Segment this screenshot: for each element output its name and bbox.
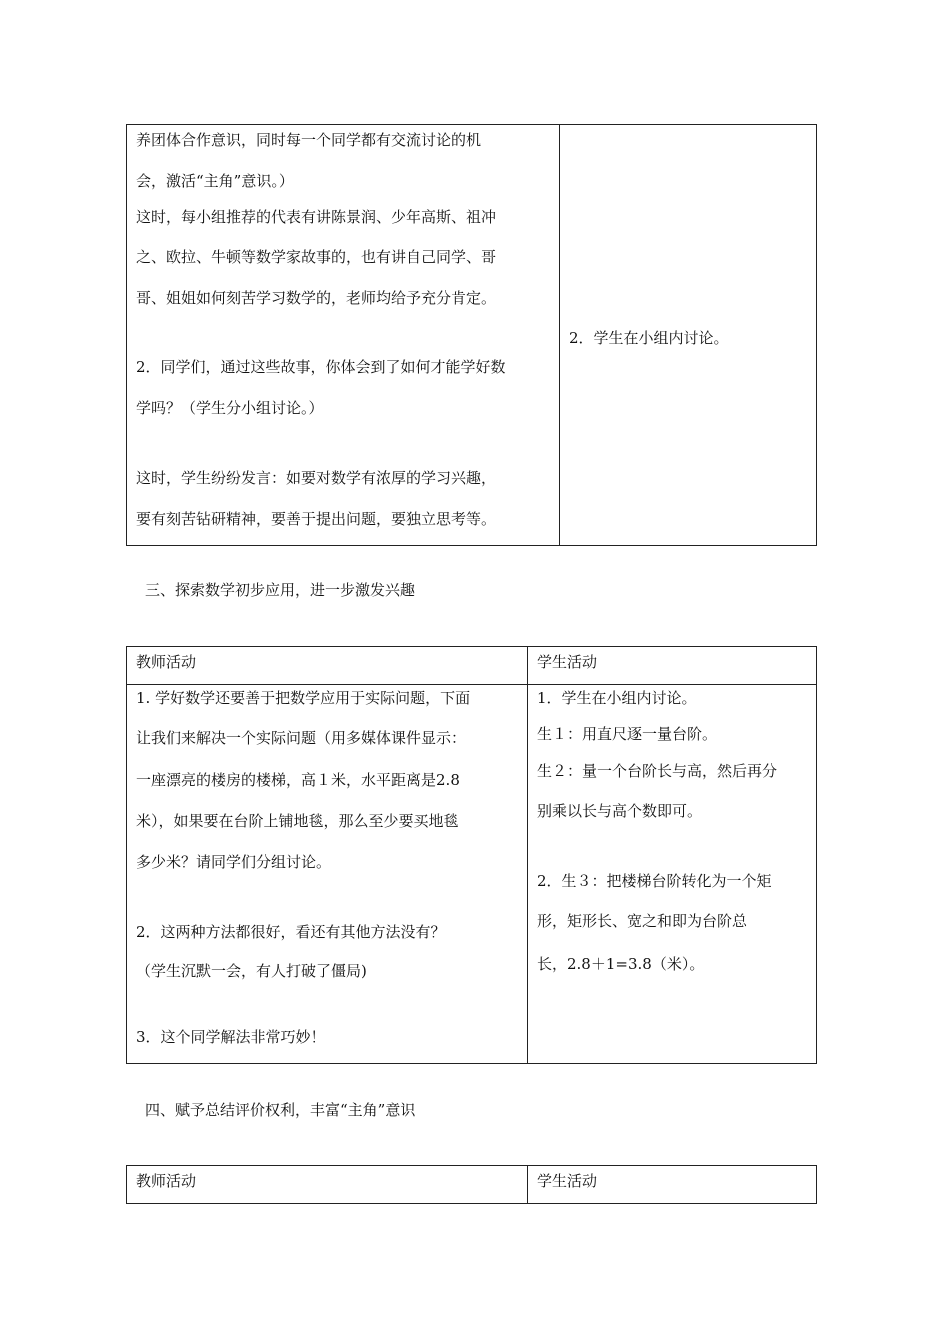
text-line: 这时，学生纷纷发言：如要对数学有浓厚的学习兴趣， — [136, 469, 497, 487]
activity-table-continued — [126, 124, 817, 546]
text-line: 这时，每小组推荐的代表有讲陈景润、少年高斯、祖冲 — [136, 208, 497, 226]
text-line: 让我们来解决一个实际问题（用多媒体课件显示： — [136, 729, 467, 747]
text-line: 2．这两种方法都很好，看还有其他方法没有？ — [136, 923, 446, 941]
text-line: 生１：用直尺逐一量台阶。 — [537, 725, 718, 743]
text-line: 之、欧拉、牛顿等数学家故事的，也有讲自己同学、哥 — [136, 248, 497, 266]
text-line: 多少米？请同学们分组讨论。 — [136, 853, 332, 871]
text-line: 长，2.8＋1=3.8（米）。 — [537, 955, 705, 973]
text-line: 形，矩形长、宽之和即为台阶总 — [537, 912, 748, 930]
header-teacher-activity: 教师活动 — [127, 647, 528, 685]
text-line: 1．学生在小组内讨论。 — [537, 689, 697, 707]
teacher-activity-cell — [127, 125, 560, 546]
text-line: 2．生３：把楼梯台阶转化为一个矩 — [537, 872, 772, 890]
text-line: 哥、姐姐如何刻苦学习数学的，老师均给予充分肯定。 — [136, 289, 497, 307]
student-activity-cell — [528, 685, 817, 1064]
text-line: 3．这个同学解法非常巧妙！ — [136, 1028, 326, 1046]
section-heading-3: 三、探索数学初步应用，进一步激发兴趣 — [145, 581, 416, 599]
text-line: 会，激活“主角”意识。） — [136, 172, 294, 190]
text-line: 养团体合作意识，同时每一个同学都有交流讨论的机 — [136, 131, 482, 149]
text-line: 别乘以长与高个数即可。 — [537, 802, 703, 820]
student-activity-cell — [560, 125, 817, 546]
text-line: （学生沉默一会，有人打破了僵局) — [136, 962, 367, 980]
text-line: 要有刻苦钻研精神，要善于提出问题，要独立思考等。 — [136, 510, 497, 528]
text-line: 2．同学们，通过这些故事，你体会到了如何才能学好数 — [136, 358, 506, 376]
header-student-activity: 学生活动 — [528, 1166, 817, 1204]
teacher-activity-cell — [127, 685, 528, 1064]
header-teacher-activity: 教师活动 — [127, 1166, 528, 1204]
text-line: 一座漂亮的楼房的楼梯，高１米，水平距离是2.8 — [136, 771, 460, 789]
text-line: 2．学生在小组内讨论。 — [569, 329, 729, 347]
header-student-activity: 学生活动 — [528, 647, 817, 685]
text-line: 生２：量一个台阶长与高，然后再分 — [537, 762, 778, 780]
text-line: 1. 学好数学还要善于把数学应用于实际问题，下面 — [136, 689, 471, 707]
text-line: 米），如果要在台阶上铺地毯，那么至少要买地毯 — [136, 812, 459, 830]
activity-table-3 — [126, 646, 817, 1064]
text-line: 学吗？（学生分小组讨论。） — [136, 399, 324, 417]
activity-table-4 — [126, 1165, 817, 1204]
section-heading-4: 四、赋予总结评价权利，丰富“主角”意识 — [145, 1101, 416, 1119]
